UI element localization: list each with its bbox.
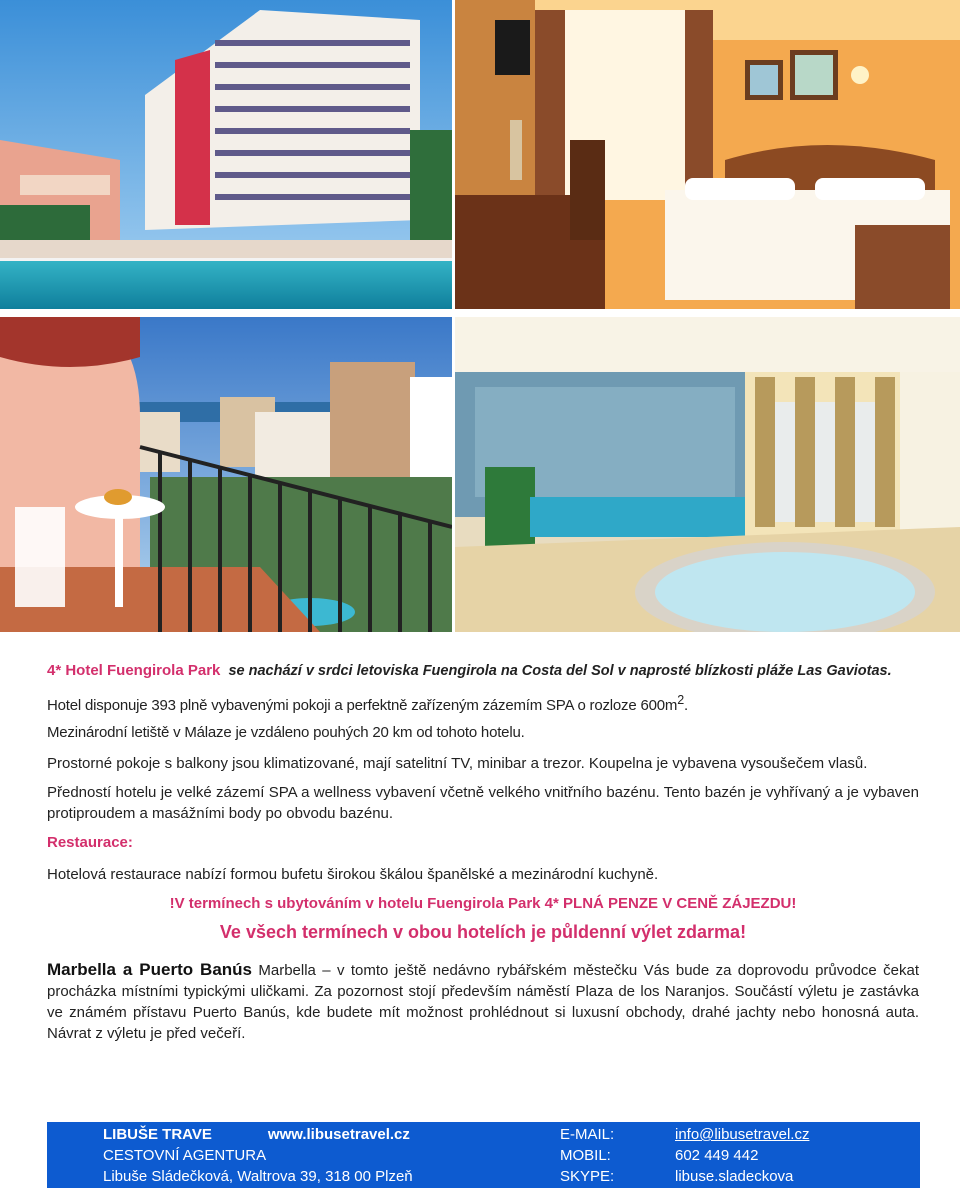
brand-row <box>103 1124 443 1145</box>
free-trip-notice: Ve všech termínech v obou hotelích je půldenní výlet zdarma! <box>219 922 747 942</box>
photo-hotel-exterior <box>0 0 452 309</box>
photo-spa-pool <box>455 317 960 632</box>
website-link[interactable]: www.libusetravel.cz <box>267 1126 410 1143</box>
skype-name: libuse.sladeckova <box>675 1168 794 1185</box>
contact-footer <box>47 1122 920 1188</box>
rooms-count-end: . <box>683 697 688 714</box>
hotel-name: 4* Hotel Fuengirola Park <box>47 662 221 679</box>
rooms-description: Prostorné pokoje s balkony jsou klimatizované, mají satelitní TV, minibar a trezor. Koupelna je vybavena vysoušečem vlasů. <box>47 755 868 772</box>
marbella-paragraph <box>47 959 919 1044</box>
photo-balcony-view <box>0 317 452 632</box>
restaurant-heading: Restaurace: <box>47 834 133 851</box>
phone-number: 602 449 442 <box>675 1147 759 1164</box>
marbella-title: Marbella a Puerto Banús <box>47 960 252 979</box>
full-board-notice: !V termínech s ubytováním v hotelu Fuengirola Park 4* PLNÁ PENZE V CENĚ ZÁJEZDU! <box>169 895 797 912</box>
rooms-count-paragraph <box>47 690 919 716</box>
intro-line <box>47 660 919 682</box>
restaurant-description: Hotelová restaurace nabízí formou bufetu širokou škálou španělské a mezinárodní kuchyně. <box>47 866 659 883</box>
agency-type: CESTOVNÍ AGENTURA <box>103 1147 267 1164</box>
hotel-tagline: se nachází v srdci letoviska Fuengirola na Costa del Sol v naprosté blízkosti pláže Las Gaviotas. <box>228 663 892 679</box>
photo-hotel-room <box>455 0 960 309</box>
airport-paragraph: Mezinárodní letiště v Málaze je vzdáleno pouhých 20 km od tohoto hotelu. <box>47 724 525 741</box>
email-label: E-MAIL: <box>560 1126 615 1143</box>
skype-label: SKYPE: <box>560 1168 615 1185</box>
agency-info <box>103 1124 443 1187</box>
brand-name: LIBUŠE TRAVE <box>103 1126 212 1143</box>
rooms-count-text: Hotel disponuje 393 plně vybavenými pokoji a perfektně zařízeným zázemím SPA o rozloze 600m <box>47 697 678 714</box>
email-link[interactable]: info@libusetravel.cz <box>675 1126 810 1143</box>
marbella-text: Marbella – v tomto ještě nedávno rybářském městečku Vás bude za doprovodu průvodce čekat procházka místními typickými uličkami. Za pozornost stojí především náměstí Plaza de los Naranjos. Součástí výletu je zastávka ve známém přístavu Puerto Banús, kde budete mít možnost prohlédnout si luxusní obchody, drahé jachty nebo honosná auta. Návrat z výletu je před večeří. <box>47 962 919 1042</box>
hotel-description <box>47 660 919 1052</box>
contact-labels <box>560 1124 614 1187</box>
superscript: 2 <box>677 693 684 707</box>
contact-values <box>675 1124 809 1187</box>
spa-description: Předností hotelu je velké zázemí SPA a wellness vybavení včetně velkého vnitřního bazénu. Tento bazén je vyhřívaný a je vybaven protiproudem a masážními body po obvodu bazénu. <box>47 784 919 822</box>
agency-address: Libuše Sládečková, Waltrova 39, 318 00 Plzeň <box>103 1168 413 1185</box>
phone-label: MOBIL: <box>560 1147 611 1164</box>
